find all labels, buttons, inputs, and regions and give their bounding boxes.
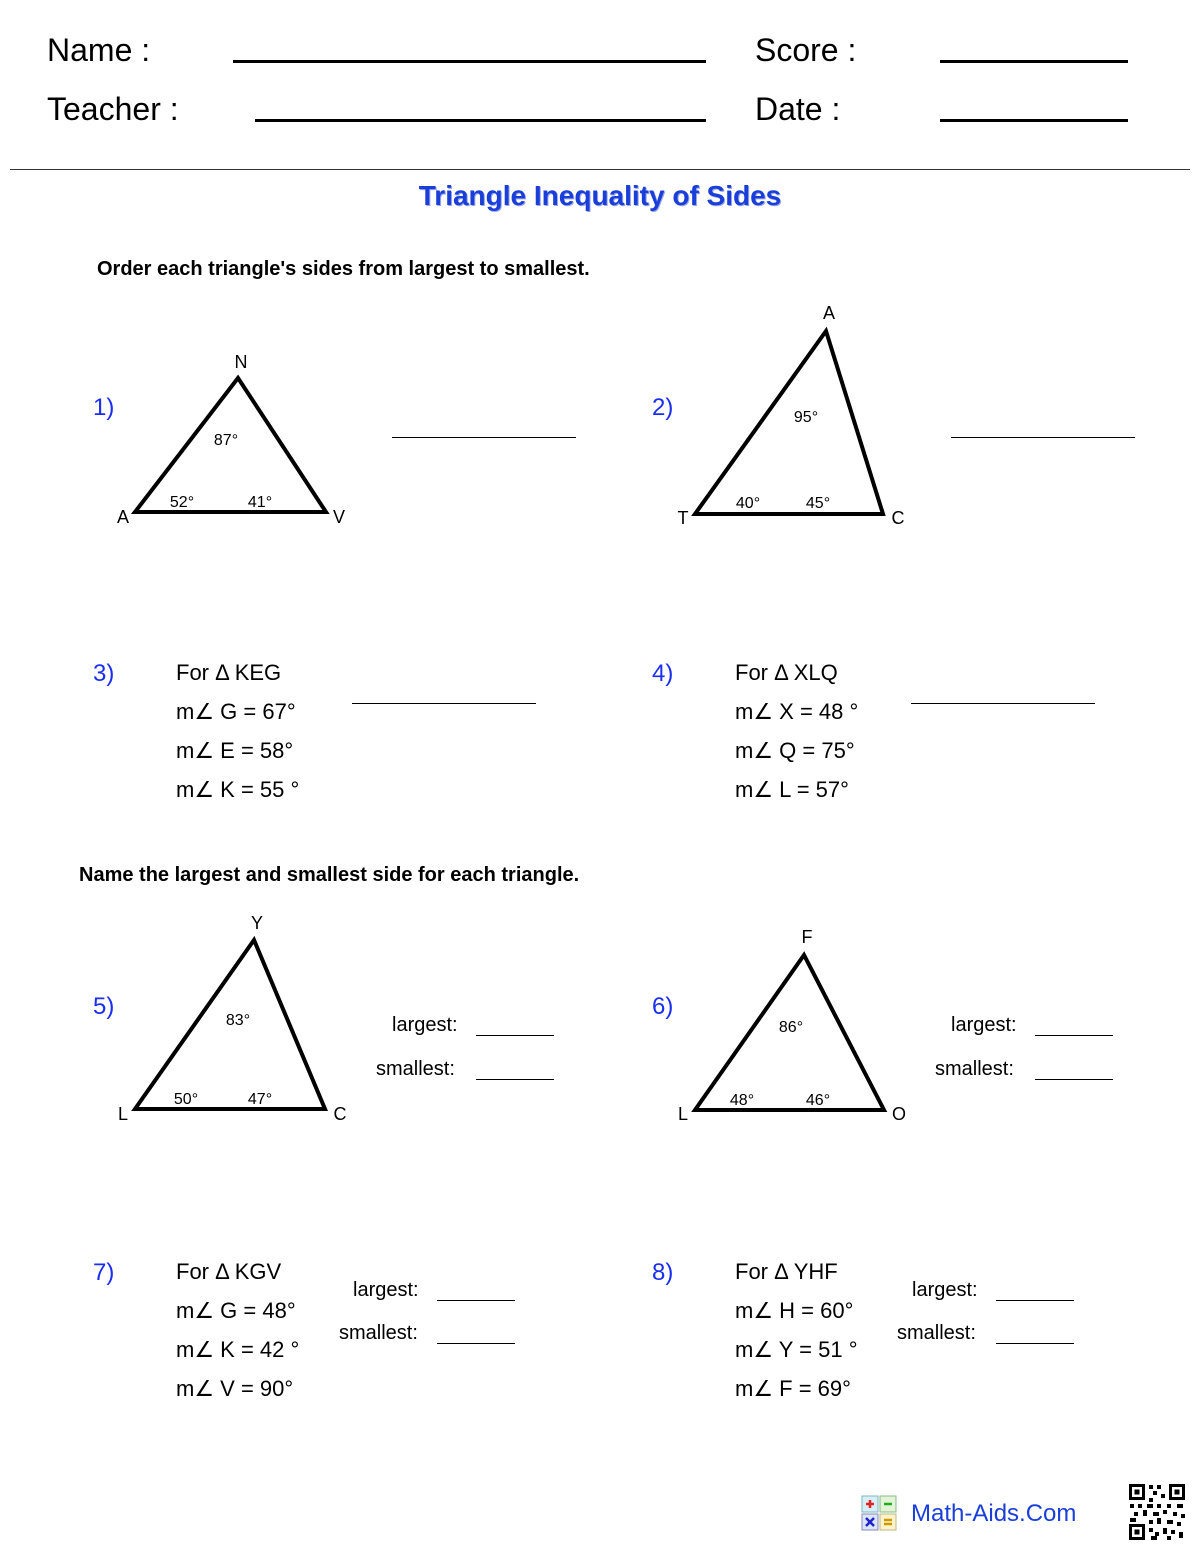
angle-n: 87°	[213, 432, 239, 449]
triangle-name: For Δ YHF	[735, 1259, 838, 1284]
problem-7-largest-line[interactable]	[437, 1300, 515, 1301]
vertex-a: A	[116, 507, 130, 527]
angle-l: 48°	[729, 1092, 755, 1109]
smallest-label: smallest:	[339, 1322, 418, 1344]
problem-8-smallest-line[interactable]	[996, 1343, 1074, 1344]
angle-measure: m∠ G = 48°	[176, 1298, 296, 1323]
vertex-n: N	[234, 352, 248, 372]
brand-link[interactable]: Math-Aids.Com	[911, 1500, 1077, 1527]
vertex-o: O	[891, 1104, 907, 1124]
section1-instruction: Order each triangle's sides from largest to smallest.	[97, 258, 590, 280]
triangle-name: For Δ KGV	[176, 1259, 282, 1284]
problem-1-triangle	[110, 345, 360, 535]
triangle-name: For Δ XLQ	[735, 660, 838, 685]
name-field[interactable]	[233, 60, 706, 63]
problem-6-triangle	[670, 920, 920, 1130]
problem-4-given	[735, 653, 858, 809]
qr-code-icon	[1127, 1482, 1187, 1542]
smallest-label: smallest:	[897, 1322, 976, 1344]
angle-l: 50°	[173, 1091, 199, 1108]
vertex-y: Y	[250, 913, 264, 933]
problem-3-answer-line[interactable]	[352, 703, 536, 704]
problem-2-triangle	[670, 298, 920, 535]
largest-label: largest:	[912, 1279, 978, 1301]
angle-v: 41°	[247, 494, 273, 511]
angle-f: 86°	[778, 1019, 804, 1036]
angle-c: 45°	[805, 495, 831, 512]
vertex-f: F	[801, 927, 813, 947]
problem-8-largest-line[interactable]	[996, 1300, 1074, 1301]
angle-measure: m∠ L = 57°	[735, 777, 849, 802]
vertex-v: V	[332, 507, 346, 527]
angle-measure: m∠ Q = 75°	[735, 738, 855, 763]
date-field[interactable]	[940, 119, 1128, 122]
angle-measure: m∠ E = 58°	[176, 738, 294, 763]
vertex-c: C	[333, 1104, 347, 1124]
problem-7-given	[176, 1252, 299, 1408]
problem-1-number: 1)	[93, 394, 115, 421]
angle-c: 47°	[247, 1091, 273, 1108]
teacher-label: Teacher :	[47, 91, 179, 127]
angle-a: 95°	[793, 409, 819, 426]
header-divider	[10, 169, 1190, 170]
angle-measure: m∠ V = 90°	[176, 1376, 294, 1401]
problem-3-given	[176, 653, 299, 809]
worksheet-title: Triangle Inequality of Sides	[418, 180, 782, 211]
angle-measure: m∠ F = 69°	[735, 1376, 851, 1401]
angle-measure: m∠ H = 60°	[735, 1298, 854, 1323]
vertex-l: L	[677, 1104, 689, 1124]
angle-measure: m∠ K = 42 °	[176, 1337, 300, 1362]
problem-5-smallest-line[interactable]	[476, 1079, 554, 1080]
problem-5-triangle	[110, 905, 360, 1130]
section2-instruction: Name the largest and smallest side for each triangle.	[79, 864, 580, 886]
problem-2-answer-line[interactable]	[951, 437, 1135, 438]
smallest-label: smallest:	[376, 1058, 455, 1080]
score-field[interactable]	[940, 60, 1128, 63]
problem-6-largest-line[interactable]	[1035, 1035, 1113, 1036]
date-label: Date :	[755, 91, 841, 127]
angle-measure: m∠ Y = 51 °	[735, 1337, 858, 1362]
triangle-name: For Δ KEG	[176, 660, 282, 685]
problem-2-number: 2)	[652, 394, 674, 421]
teacher-field[interactable]	[255, 119, 706, 122]
problem-6-number: 6)	[652, 993, 674, 1020]
problem-5-largest-line[interactable]	[476, 1035, 554, 1036]
angle-measure: m∠ X = 48 °	[735, 699, 859, 724]
largest-label: largest:	[353, 1279, 419, 1301]
angle-o: 46°	[805, 1092, 831, 1109]
problem-8-number: 8)	[652, 1259, 674, 1286]
angle-measure: m∠ G = 67°	[176, 699, 296, 724]
problem-3-number: 3)	[93, 660, 115, 687]
calculator-logo-icon	[861, 1495, 897, 1531]
problem-4-number: 4)	[652, 660, 674, 687]
name-label: Name :	[47, 32, 151, 68]
vertex-c: C	[891, 508, 905, 528]
problem-8-given	[735, 1252, 858, 1408]
largest-label: largest:	[951, 1014, 1017, 1036]
angle-a: 52°	[169, 494, 195, 511]
smallest-label: smallest:	[935, 1058, 1014, 1080]
problem-1-answer-line[interactable]	[392, 437, 576, 438]
angle-y: 83°	[225, 1012, 251, 1029]
largest-label: largest:	[392, 1014, 458, 1036]
problem-6-smallest-line[interactable]	[1035, 1079, 1113, 1080]
problem-7-smallest-line[interactable]	[437, 1343, 515, 1344]
vertex-a: A	[822, 303, 836, 323]
score-label: Score :	[755, 32, 857, 68]
problem-7-number: 7)	[93, 1259, 115, 1286]
triangle-atc	[695, 331, 883, 514]
angle-t: 40°	[735, 495, 761, 512]
vertex-t: T	[677, 508, 689, 528]
angle-measure: m∠ K = 55 °	[176, 777, 300, 802]
vertex-l: L	[117, 1104, 129, 1124]
problem-4-answer-line[interactable]	[911, 703, 1095, 704]
problem-5-number: 5)	[93, 993, 115, 1020]
